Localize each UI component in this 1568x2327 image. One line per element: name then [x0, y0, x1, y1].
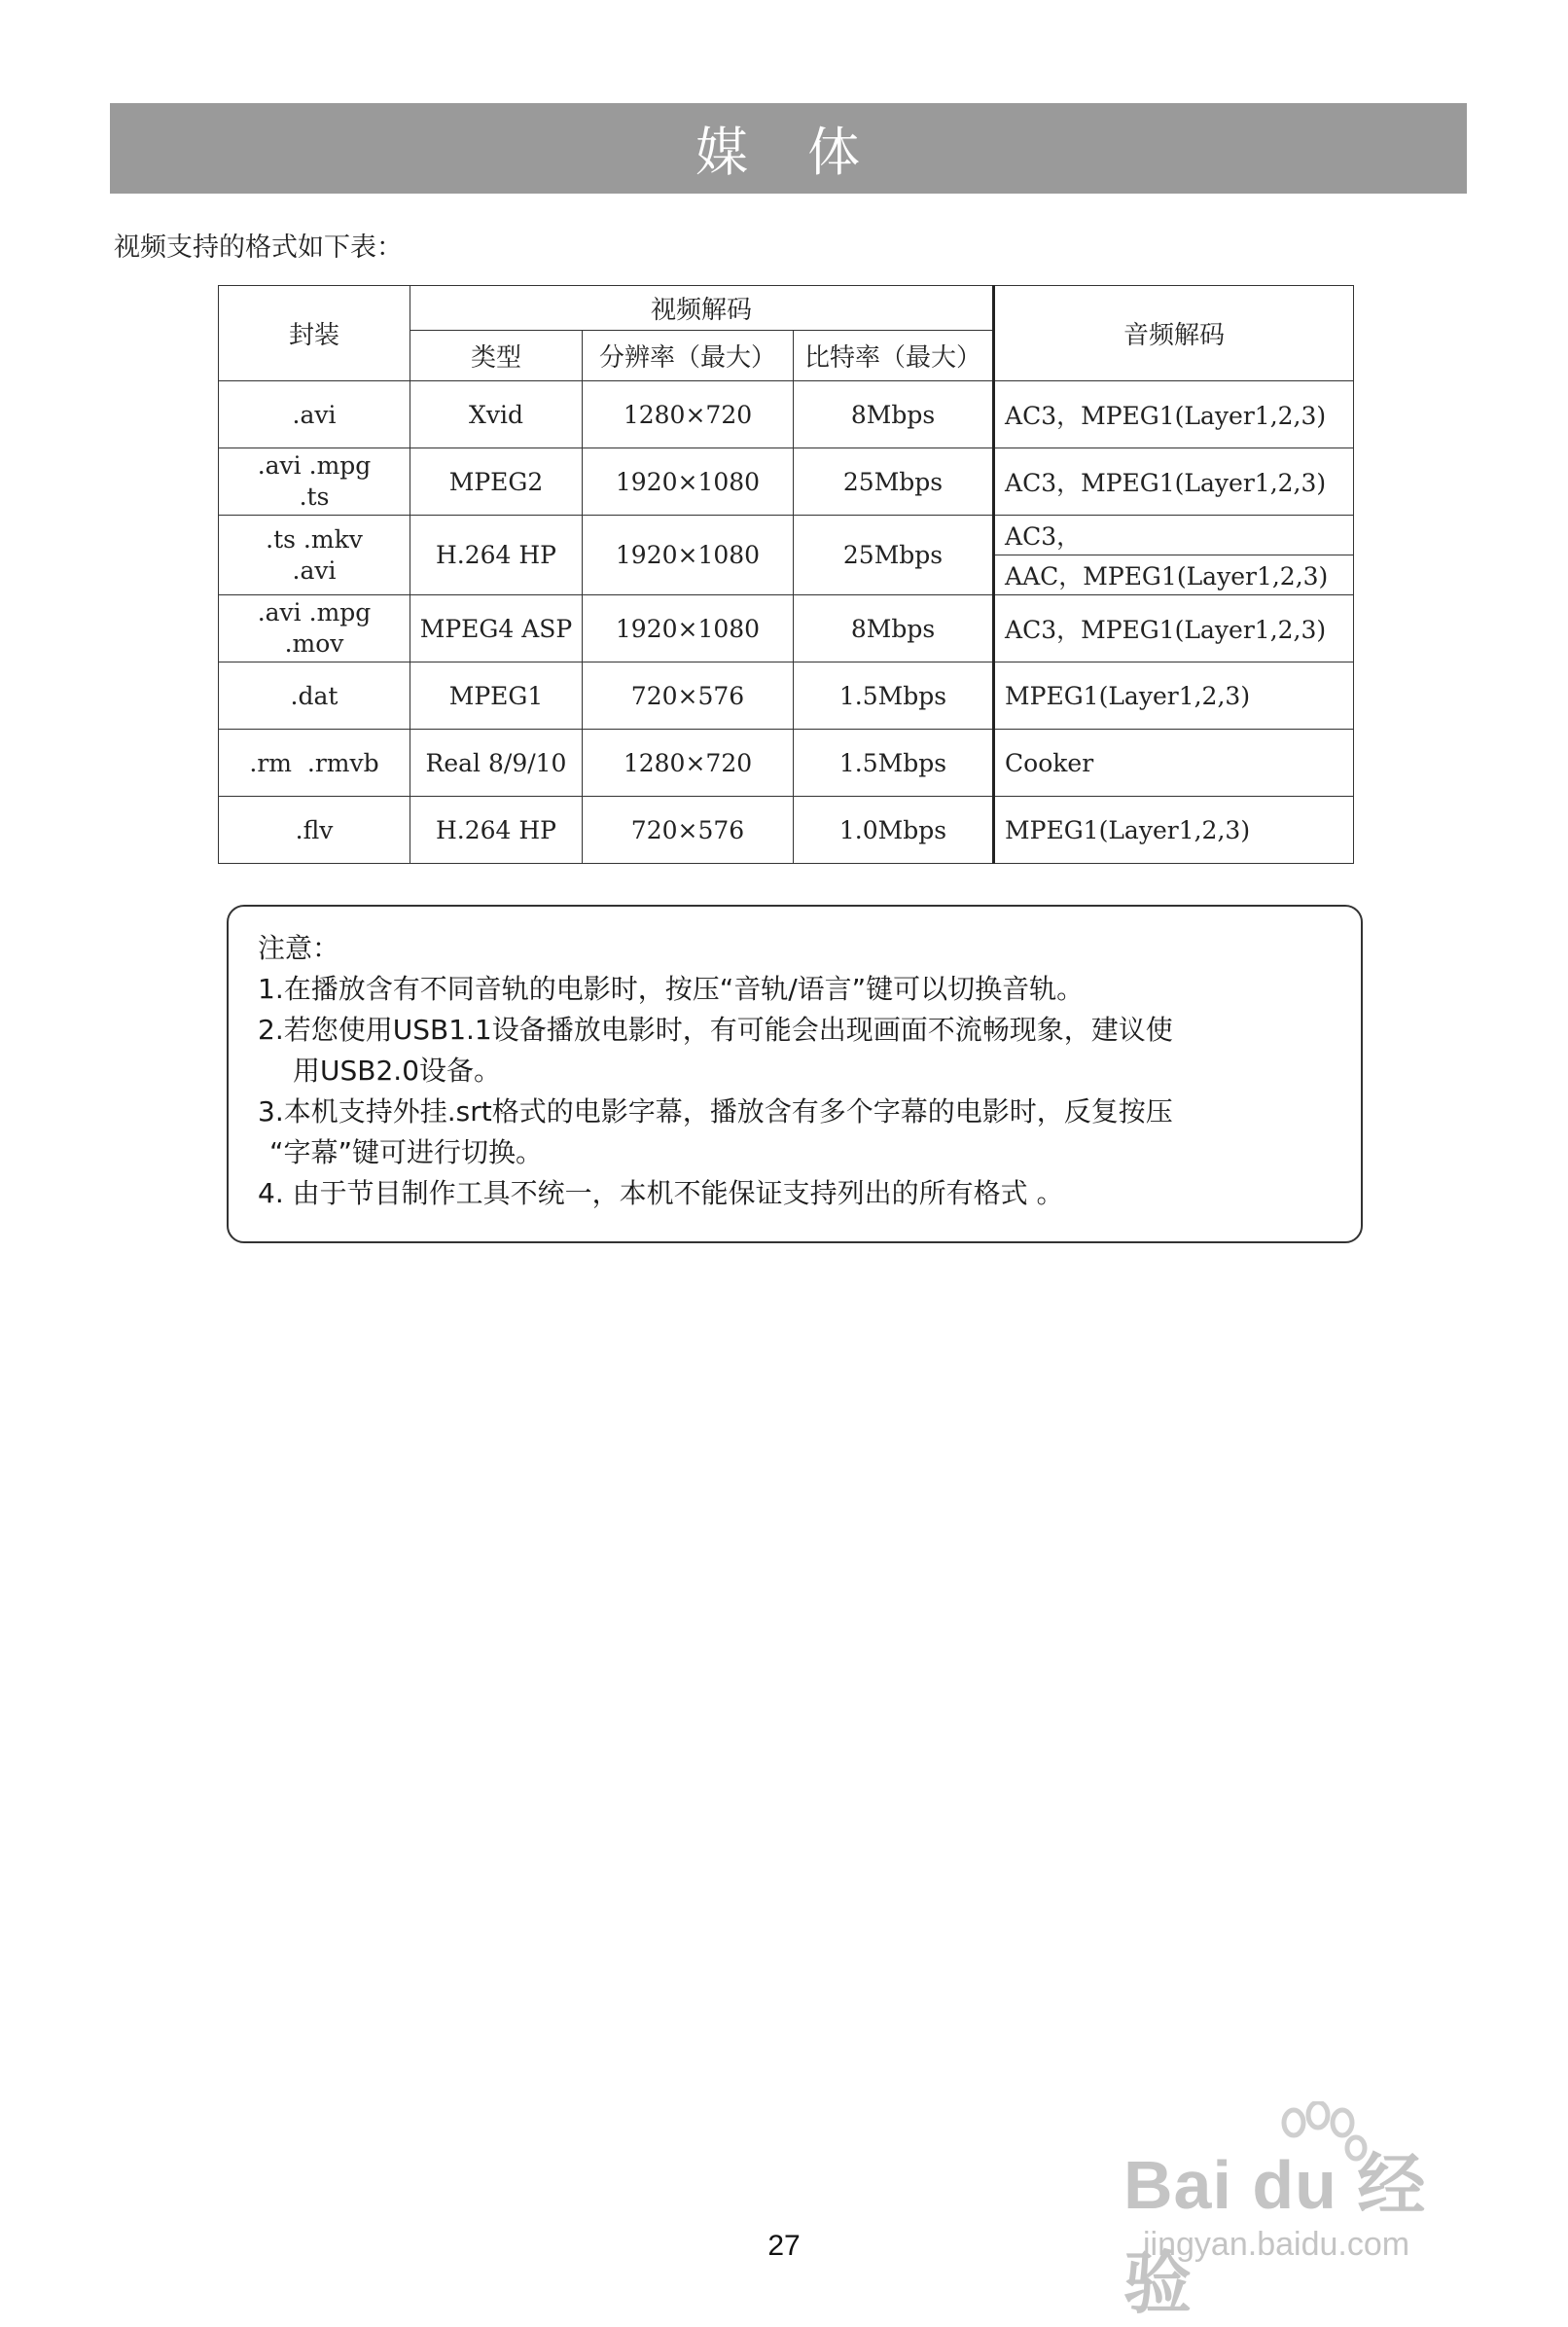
- table-row: [219, 797, 1354, 864]
- format-table: [218, 285, 1354, 864]
- cell-type: MPEG1: [410, 662, 583, 730]
- note-1: 1.在播放含有不同音轨的电影时，按压“音轨/语言”键可以切换音轨。: [258, 973, 1085, 1005]
- note-3-cont: “字幕”键可进行切换。: [269, 1136, 544, 1168]
- cell-resolution: 1920×1080: [583, 448, 794, 516]
- cell-container: .rm .rmvb: [219, 730, 410, 797]
- page-title-bar: [110, 103, 1467, 194]
- note-2: 2.若您使用USB1.1设备播放电影时，有可能会出现画面不流畅现象，建议使: [258, 1014, 1173, 1046]
- cell-bitrate: 1.5Mbps: [794, 662, 994, 730]
- page-number: 27: [767, 2230, 801, 2262]
- cell-container: .flv: [219, 797, 410, 864]
- cell-type: Real 8/9/10: [410, 730, 583, 797]
- header-type: 类型: [410, 331, 583, 381]
- cell-bitrate: 8Mbps: [794, 381, 994, 448]
- header-audio-decode: 音频解码: [994, 286, 1354, 381]
- watermark-logo: Bai du 经验: [1123, 2147, 1427, 2321]
- cell-audio: Cooker: [994, 730, 1354, 797]
- cell-audio: AC3，MPEG1(Layer1,2,3): [994, 448, 1354, 516]
- page-title: 媒 体: [695, 122, 882, 183]
- cell-audio: MPEG1(Layer1,2,3): [994, 797, 1354, 864]
- table-row: [219, 595, 1354, 662]
- header-bitrate: 比特率（最大）: [794, 331, 994, 381]
- cell-container: .dat: [219, 662, 410, 730]
- cell-type: H.264 HP: [410, 797, 583, 864]
- cell-type: MPEG2: [410, 448, 583, 516]
- cell-container: .ts .mkv .avi: [219, 516, 410, 595]
- cell-audio: AAC，MPEG1(Layer1,2,3): [994, 555, 1354, 595]
- cell-resolution: 1280×720: [583, 730, 794, 797]
- cell-bitrate: 25Mbps: [794, 448, 994, 516]
- cell-container: .avi .mpg .ts: [219, 448, 410, 516]
- header-video-decode: 视频解码: [410, 286, 994, 331]
- note-3: 3.本机支持外挂.srt格式的电影字幕，播放含有多个字幕的电影时，反复按压: [258, 1095, 1173, 1128]
- cell-bitrate: 25Mbps: [794, 516, 994, 595]
- cell-type: Xvid: [410, 381, 583, 448]
- cell-bitrate: 1.0Mbps: [794, 797, 994, 864]
- cell-audio: AC3，MPEG1(Layer1,2,3): [994, 595, 1354, 662]
- header-container: 封装: [219, 286, 410, 381]
- cell-resolution: 720×576: [583, 797, 794, 864]
- note-2-cont: 用USB2.0设备。: [293, 1055, 502, 1087]
- cell-type: MPEG4 ASP: [410, 595, 583, 662]
- cell-resolution: 1920×1080: [583, 516, 794, 595]
- cell-type: H.264 HP: [410, 516, 583, 595]
- table-row: [219, 730, 1354, 797]
- notes-box: [227, 905, 1363, 1243]
- cell-resolution: 1920×1080: [583, 595, 794, 662]
- watermark-url: jingyan.baidu.com: [1143, 2226, 1410, 2263]
- cell-bitrate: 8Mbps: [794, 595, 994, 662]
- notes-heading: 注意：: [258, 932, 340, 964]
- note-4: 4. 由于节目制作工具不统一，本机不能保证支持列出的所有格式 。: [258, 1177, 1064, 1209]
- header-resolution: 分辨率（最大）: [583, 331, 794, 381]
- cell-audio: AC3，: [994, 516, 1354, 555]
- cell-audio: AC3，MPEG1(Layer1,2,3): [994, 381, 1354, 448]
- cell-resolution: 720×576: [583, 662, 794, 730]
- table-row: [219, 448, 1354, 516]
- cell-container: .avi .mpg .mov: [219, 595, 410, 662]
- table-row: [219, 381, 1354, 448]
- cell-bitrate: 1.5Mbps: [794, 730, 994, 797]
- cell-audio: MPEG1(Layer1,2,3): [994, 662, 1354, 730]
- table-row: [219, 516, 1354, 555]
- intro-text: 视频支持的格式如下表：: [114, 233, 403, 263]
- table-row: [219, 662, 1354, 730]
- cell-resolution: 1280×720: [583, 381, 794, 448]
- cell-container: .avi: [219, 381, 410, 448]
